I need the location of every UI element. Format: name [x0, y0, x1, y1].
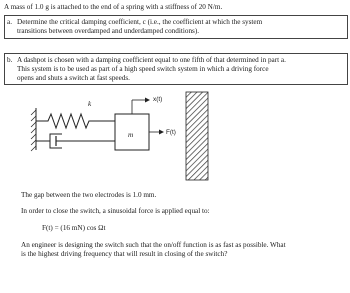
part-b-line-2: This system is to be used as part of a high speed switch system in which a driving force	[17, 65, 269, 73]
final-question-line-2: is the highest driving frequency that will result in closing of the switch?	[21, 250, 228, 258]
left-wall	[31, 108, 36, 151]
mass-label-m: m	[128, 131, 134, 139]
spring-label-k: k	[88, 100, 92, 108]
displacement-label: x(t)	[153, 96, 163, 103]
right-electrode-wall	[186, 92, 208, 180]
dashpot	[36, 134, 115, 148]
part-a-line-1: Determine the critical damping coefficient, c (i.e., the coefficient at which the system	[17, 18, 263, 26]
part-b-line-3: opens and shuts a switch at fast speeds.	[17, 74, 130, 82]
part-b-label: b.	[7, 56, 13, 64]
intro-text: A mass of 1.0 g is attached to the end of a spring with a stiffness of 20 N/m.	[4, 3, 223, 11]
force-label: F(t)	[166, 129, 176, 136]
spring	[36, 114, 115, 128]
force-arrow	[149, 130, 164, 135]
displacement-arrow	[132, 98, 150, 115]
force-equation: F(t) = (16 mN) cos Ωt	[42, 224, 106, 232]
part-a-label: a.	[7, 18, 12, 26]
part-a-line-2: transitions between overdamped and underdamped conditions).	[17, 27, 200, 35]
gap-text: The gap between the two electrodes is 1.0 mm.	[21, 191, 157, 199]
part-b-line-1: A dashpot is chosen with a damping coefficient equal to one fifth of that determined in part a.	[17, 56, 286, 64]
final-question-line-1: An engineer is designing the switch such that the on/off function is as fast as possible. What	[21, 241, 286, 249]
force-intro-text: In order to close the switch, a sinusoidal force is applied equal to:	[21, 207, 210, 215]
